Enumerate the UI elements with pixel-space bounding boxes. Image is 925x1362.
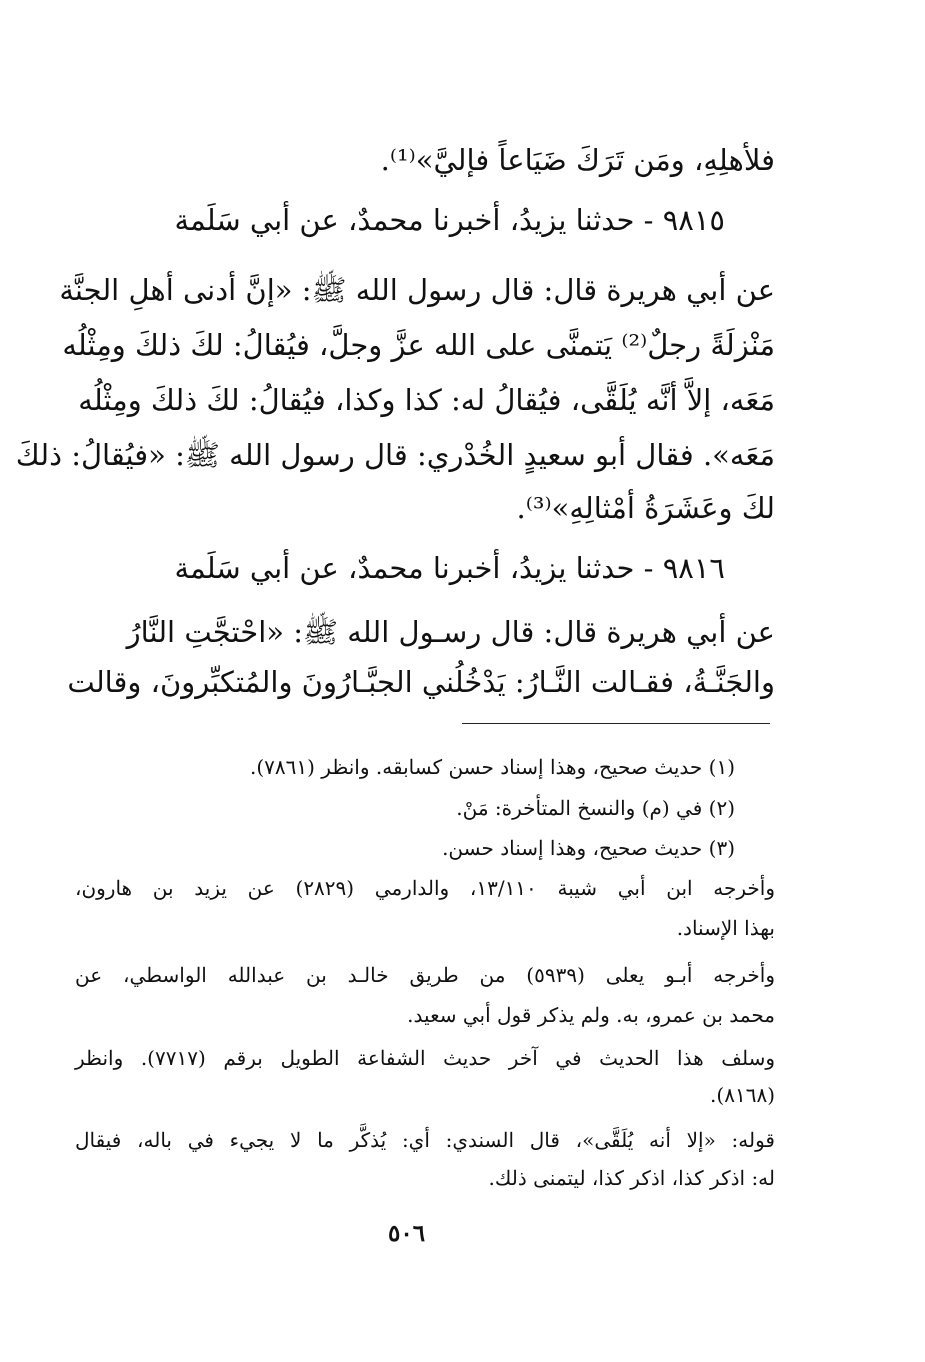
footnote-2: (٢) في (م) والنسخ المتأخرة: مَنْ. <box>456 796 735 820</box>
body-line-9: عن أبي هريرة قال: قال رسـول الله ﷺ: «احْتجَّتِ النَّارُ <box>126 615 775 649</box>
page-number: ٥٠٦ <box>388 1220 426 1247</box>
footnote-1: (١) حديث صحيح، وهذا إسناد حسن كسابقه. وانظر (٧٨٦١). <box>249 755 735 779</box>
footnote-text-line: وأخرجه أبـو يعلى (٥٩٣٩) من طريق خالـد بن عبدالله الواسطي، عن <box>75 963 775 987</box>
body-line-1: فلأهلِهِ، ومَن تَرَكَ ضَيَاعاً فإليَّ»⁽¹⁾. <box>380 143 775 177</box>
body-line-7: لكَ وعَشَرَةُ أمْثالِهِ»⁽³⁾. <box>516 491 775 525</box>
body-line-3: عن أبي هريرة قال: قال رسول الله ﷺ: «إنَّ أدنى أهلِ الجنَّة <box>59 273 775 307</box>
body-line-6: مَعَه». فقال أبو سعيدٍ الخُدْري: قال رسول الله ﷺ: «فيُقالُ: ذلكَ <box>15 438 775 472</box>
body-line-5: مَعَه، إلاَّ أنَّه يُلَقَّى، فيُقالُ له: كذا وكذا، فيُقالُ: لكَ ذلكَ ومِثْلُه <box>78 383 775 417</box>
footnote-text-line: بهذا الإسناد. <box>676 916 775 940</box>
footnote-text-line: له: اذكر كذا، اذكر كذا، ليتمنى ذلك. <box>488 1166 775 1190</box>
footnote-text-line: محمد بن عمرو، به. ولم يذكر قول أبي سعيد. <box>407 1003 775 1027</box>
footnote-divider <box>462 723 770 724</box>
footnote-text-line: قوله: «إلا أنه يُلَقَّى»، قال السندي: أي: يُذكَّر ما لا يجيء في باله، فيقال <box>75 1128 775 1152</box>
footnote-text-line: (٨١٦٨). <box>710 1083 775 1107</box>
hadith-chain-9816: ٩٨١٦ - حدثنا يزيدُ، أخبرنا محمدٌ، عن أبي سَلَمة <box>174 551 725 585</box>
body-line-4: مَنْزلَةً رجلٌ⁽²⁾ يَتمنَّى على الله عزَّ وجلَّ، فيُقالُ: لكَ ذلكَ ومِثْلُه <box>62 328 775 362</box>
footnote-text-line: وأخرجه ابن أبي شيبة ١٣/١١٠، والدارمي (٢٨٢٩) عن يزيد بن هارون، <box>75 876 775 900</box>
footnote-text-line: وسلف هذا الحديث في آخر حديث الشفاعة الطويل برقم (٧٧١٧). وانظر <box>75 1046 776 1070</box>
body-line-10: والجَنَّـةُ، فقـالت النَّـارُ: يَدْخُلُني الجبَّـارُونَ والمُتكبِّرونَ، وقالت <box>67 665 775 699</box>
footnote-3: (٣) حديث صحيح، وهذا إسناد حسن. <box>442 836 735 860</box>
hadith-chain-9815: ٩٨١٥ - حدثنا يزيدُ، أخبرنا محمدٌ، عن أبي سَلَمة <box>174 203 725 237</box>
